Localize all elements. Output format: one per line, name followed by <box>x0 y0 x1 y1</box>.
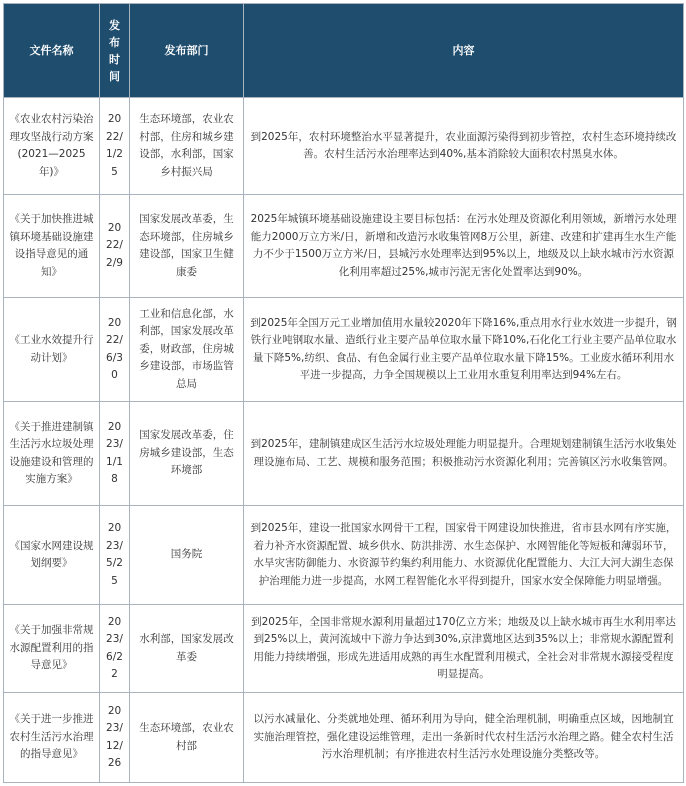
row-file-name: 《关于进一步推进农村生活污水治理的指导意见》 <box>4 693 100 783</box>
table-row <box>4 298 684 402</box>
row-date: 2023/1/18 <box>100 402 130 506</box>
row-file-name: 《关于加快推进城镇环境基础设施建设指导意见的通知》 <box>4 195 100 298</box>
header-date: 发布时间 <box>100 4 130 98</box>
policy-table <box>3 3 684 783</box>
table-header-row <box>4 4 684 98</box>
header-content: 内容 <box>244 4 684 98</box>
row-date: 2022/1/25 <box>100 98 130 195</box>
table-row <box>4 402 684 506</box>
table-row <box>4 506 684 605</box>
row-file-name: 《农业农村污染治理攻坚战行动方案(2021—2025年)》 <box>4 98 100 195</box>
row-content: 到2025年，农村环境整治水平显著提升，农业面源污染得到初步管控，农村生态环境持续改善。农村生活污水治理率达到40%,基本消除较大面积农村黑臭水体。 <box>244 98 684 195</box>
table-row <box>4 605 684 693</box>
table-row <box>4 195 684 298</box>
row-department: 国家发展改革委，生态环境部，住房城乡建设部，国家卫生健康委 <box>130 195 244 298</box>
row-department: 工业和信息化部，水利部，国家发展改革委，财政部，住房城乡建设部，市场监管总局 <box>130 298 244 402</box>
row-content: 到2025年全国万元工业增加值用水量较2020年下降16%,重点用水行业水效进一步提升，钢铁行业吨钢取水量、造纸行业主要产品单位取水量下降10%,石化化工行业主要产品单位取水量下降5%,纺织、食品、有色金属行业主要产品单位取水量下降15%。工业废水循环利用水平进一步提高，力争全国规模以上工业用水重复利用率达到94%左右。 <box>244 298 684 402</box>
row-date: 2023/12/26 <box>100 693 130 783</box>
row-file-name: 《关于推进建制镇生活污水垃圾处理设施建设和管理的实施方案》 <box>4 402 100 506</box>
row-date: 2023/6/22 <box>100 605 130 693</box>
row-date: 2023/5/25 <box>100 506 130 605</box>
row-content: 到2025年，建制镇建成区生活污水垃圾处理能力明显提升。合理规划建制镇生活污水收集处理设施布局、工艺、规模和服务范围；积极推动污水资源化利用；完善镇区污水收集管网。 <box>244 402 684 506</box>
row-content: 以污水减量化、分类就地处理、循环利用为导向，健全治理机制，明确重点区域，因地制宜实施治理管控，强化建设运维管理，走出一条新时代农村生活污水治理之路。健全农村生活污水治理机制；有序推进农村生活污水处理设施分类整改等。 <box>244 693 684 783</box>
row-content: 到2025年，建设一批国家水网骨干工程，国家骨干网建设加快推进，省市县水网有序实施，着力补齐水资源配置、城乡供水、防洪排涝、水生态保护、水网智能化等短板和薄弱环节，水旱灾害防御能力、水资源节约集约利用能力、水资源优化配置能力、大江大河大湖生态保护治理能力进一步提高，水网工程智能化水平得到提升，国家水安全保障能力明显增强。 <box>244 506 684 605</box>
row-department: 国务院 <box>130 506 244 605</box>
row-department: 生态环境部，农业农村部，住房和城乡建设部，水利部，国家乡村振兴局 <box>130 98 244 195</box>
row-file-name: 《工业水效提升行动计划》 <box>4 298 100 402</box>
row-content: 2025年城镇环境基础设施建设主要目标包括：在污水处理及资源化利用领域，新增污水处理能力2000万立方米/日，新增和改造污水收集管网8万公里，新建、改建和扩建再生水生产能力不少于1500万立方米/日，县城污水处理率达到95%以上，地级及以上缺水城市污水资源化利用率超过25%,城市污泥无害化处置率达到90%。 <box>244 195 684 298</box>
row-date: 2022/2/9 <box>100 195 130 298</box>
row-department: 国家发展改革委，住房城乡建设部，生态环境部 <box>130 402 244 506</box>
row-file-name: 《国家水网建设规划纲要》 <box>4 506 100 605</box>
table-row <box>4 693 684 783</box>
row-department: 生态环境部，农业农村部 <box>130 693 244 783</box>
row-date: 2022/6/30 <box>100 298 130 402</box>
row-department: 水利部，国家发展改革委 <box>130 605 244 693</box>
header-name: 文件名称 <box>4 4 100 98</box>
row-file-name: 《关于加强非常规水源配置利用的指导意见》 <box>4 605 100 693</box>
table-row <box>4 98 684 195</box>
row-content: 到2025年，全国非常规水源利用量超过170亿立方米；地级及以上缺水城市再生水利用率达到25%以上，黄河流域中下游力争达到30%,京津冀地区达到35%以上；非常规水源配置利用能力持续增强，形成先进适用成熟的再生水配置利用模式，全社会对非常规水源接受程度明显提高。 <box>244 605 684 693</box>
header-dept: 发布部门 <box>130 4 244 98</box>
